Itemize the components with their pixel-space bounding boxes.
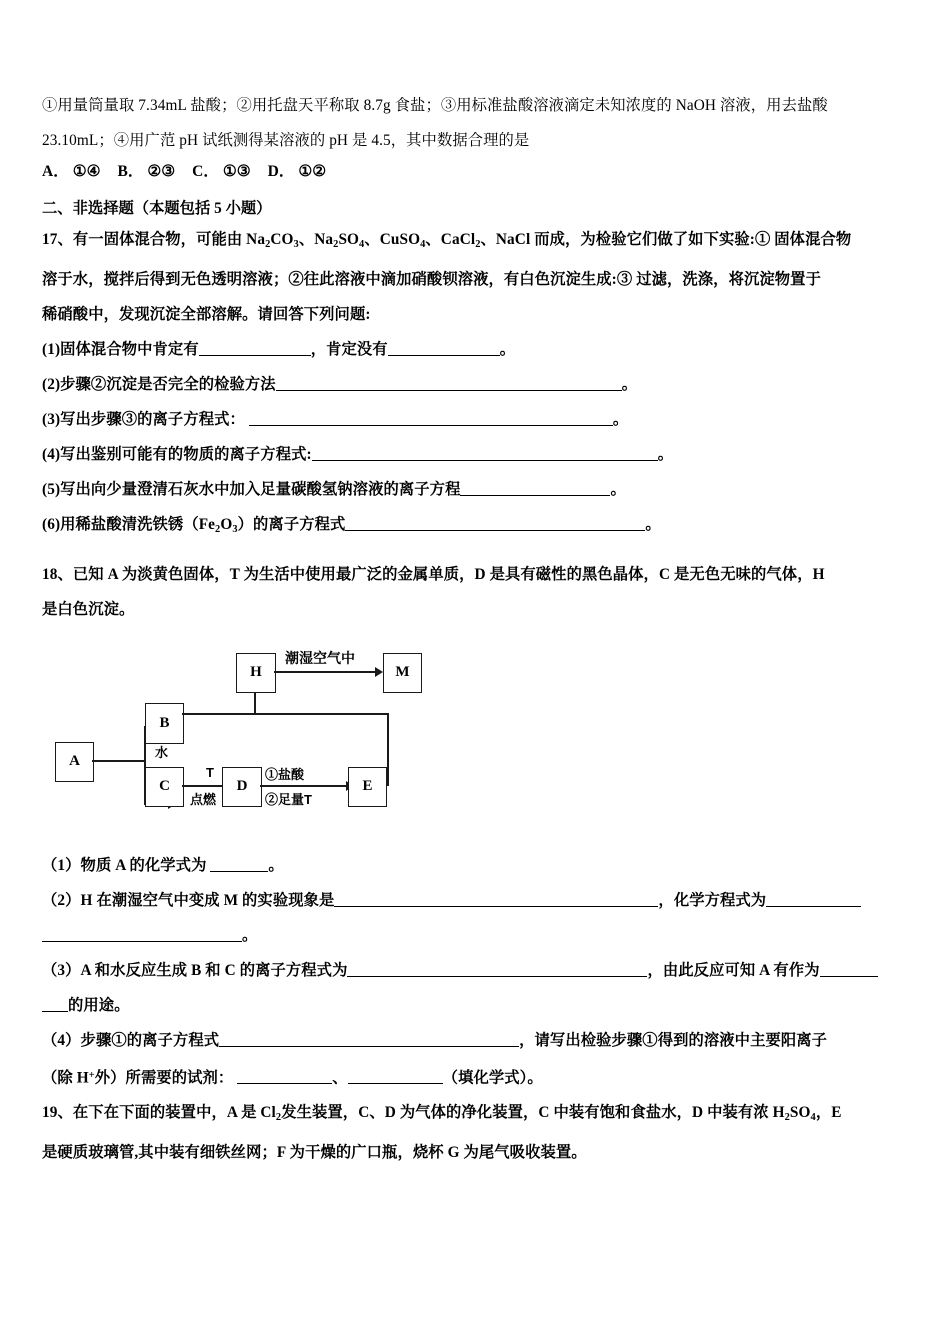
answer-blank[interactable] (237, 1068, 332, 1084)
answer-blank[interactable] (334, 891, 658, 907)
edge-h-to-m (274, 671, 378, 673)
answer-blank[interactable] (348, 1068, 443, 1084)
diagram-label-humid-air: 潮湿空气中 (285, 649, 355, 666)
q16-line2: 23.10mL；④用广范 pH 试纸测得某溶液的 pH 是 4.5，其中数据合理的是 (42, 132, 530, 149)
diagram-node-E: E (348, 767, 387, 807)
q18-item-3-cont: 的用途。 (42, 988, 908, 1023)
q18-stem-line2: 是白色沉淀。 (42, 600, 135, 618)
answer-blank[interactable] (42, 996, 68, 1012)
answer-blank[interactable] (199, 340, 311, 356)
q17-stem-line2: 溶于水，搅拌后得到无色透明溶液；②往此溶液中滴加硝酸钡溶液，有白色沉淀生成:③ 过滤，洗涤，将沉淀物置于 (42, 270, 821, 288)
q18-item-4: （4）步骤①的离子方程式 ，请写出检验步骤①得到的溶液中主要阳离子 (42, 1031, 828, 1049)
answer-blank[interactable] (388, 340, 500, 356)
q18-item-3: （3）A 和水反应生成 B 和 C 的离子方程式为 ，由此反应可知 A 有作为 (42, 953, 908, 988)
option-c[interactable]: C． ①③ (192, 163, 251, 180)
q18-item-2-cont: 。 (42, 918, 908, 953)
diagram-label-ignite: 点燃 (190, 791, 217, 807)
diagram-node-D: D (222, 767, 262, 807)
answer-blank[interactable] (276, 375, 622, 391)
answer-blank[interactable] (820, 961, 878, 977)
diagram-node-A: A (55, 742, 94, 782)
answer-blank[interactable] (345, 515, 645, 531)
q17-item-4: (4)写出鉴别可能有的物质的离子方程式: 。 (42, 445, 674, 463)
diagram-label-water: 水 (155, 744, 169, 760)
answer-blank[interactable] (210, 856, 268, 872)
q18-item-4-cont: （除 H+外）所需要的试剂： 、 （填化学式）。 (42, 1069, 543, 1087)
reaction-flow-diagram (42, 645, 502, 830)
arrow-h-to-m-icon (375, 667, 383, 677)
answer-blank[interactable] (249, 410, 613, 426)
q17-item-1: (1)固体混合物中肯定有 ，肯定没有 。 (42, 340, 516, 358)
option-d[interactable]: D． ①② (267, 163, 327, 180)
edge-e-riser (387, 713, 389, 786)
answer-blank[interactable] (312, 445, 658, 461)
section-heading: 二、非选择题（本题包括 5 小题） (42, 200, 272, 217)
q17-item-3: (3)写出步骤③的离子方程式： 。 (42, 410, 629, 428)
edge-h-vertical (254, 692, 256, 714)
diagram-label-T: T (206, 764, 214, 780)
q18-item-2: （2）H 在潮湿空气中变成 M 的实验现象是 ，化学方程式为 (42, 883, 908, 918)
answer-blank[interactable] (42, 926, 242, 942)
answer-blank[interactable] (347, 961, 647, 977)
q16-line1: ①用量筒量取 7.34mL 盐酸；②用托盘天平称取 8.7g 食盐；③用标准盐酸溶液滴定未知浓度的 NaOH 溶液，用去盐酸 (42, 97, 828, 114)
q17-stem-line3: 稀硝酸中，发现沉淀全部溶解。请回答下列问题: (42, 305, 371, 323)
diagram-node-M: M (383, 653, 422, 693)
q19-line1: 19、在下在下面的装置中，A 是 $Cl_2$发生装置，C、D 为气体的净化装置，C 中装有饱和食盐水，D 中装有浓 $H_2SO_4$，E (42, 1104, 842, 1124)
page-content (42, 88, 908, 1170)
q17-item-2: (2)步骤②沉淀是否完全的检验方法 。 (42, 375, 638, 393)
q17-stem-line1: 17、有一固体混合物，可能由 $Na_2CO_3$、$Na_2SO_4$、CuSO$_4$、CaCl$_2$、NaCl 而成，为检验它们做了如下实验:① 固体混合物 (42, 231, 852, 250)
q18-stem-line1: 18、已知 A 为淡黄色固体，T 为生活中使用最广泛的金属单质，D 是具有磁性的黑色晶体，C 是无色无味的气体，H (42, 565, 825, 583)
option-a[interactable]: A． ①④ (42, 163, 101, 180)
q17-item-5: (5)写出向少量澄清石灰水中加入足量碳酸氢钠溶液的离子方程 。 (42, 480, 626, 498)
answer-blank[interactable] (460, 480, 610, 496)
diagram-node-C: C (145, 767, 184, 807)
option-b[interactable]: B． ②③ (117, 163, 176, 180)
q19-line2: 是硬质玻璃管,其中装有细铁丝网；F 为干燥的广口瓶，烧杯 G 为尾气吸收装置。 (42, 1144, 587, 1162)
diagram-label-step2-excess-t: ②足量T (265, 791, 312, 807)
answer-blank[interactable] (219, 1031, 519, 1047)
diagram-node-B: B (145, 703, 184, 744)
edge-a-stub (92, 760, 146, 762)
q18-item-1: （1）物质 A 的化学式为 。 (42, 856, 284, 874)
edge-d-to-e (260, 785, 350, 787)
q17-item-6: (6)用稀盐酸清洗铁锈$(Fe_2O_3)$的离子方程式 。 (42, 515, 661, 535)
answer-blank[interactable] (766, 891, 861, 907)
q16-options (42, 158, 908, 186)
diagram-node-H: H (236, 653, 276, 693)
diagram-label-step1-hcl: ①盐酸 (265, 766, 305, 782)
edge-b-to-h-horizontal (182, 713, 389, 715)
